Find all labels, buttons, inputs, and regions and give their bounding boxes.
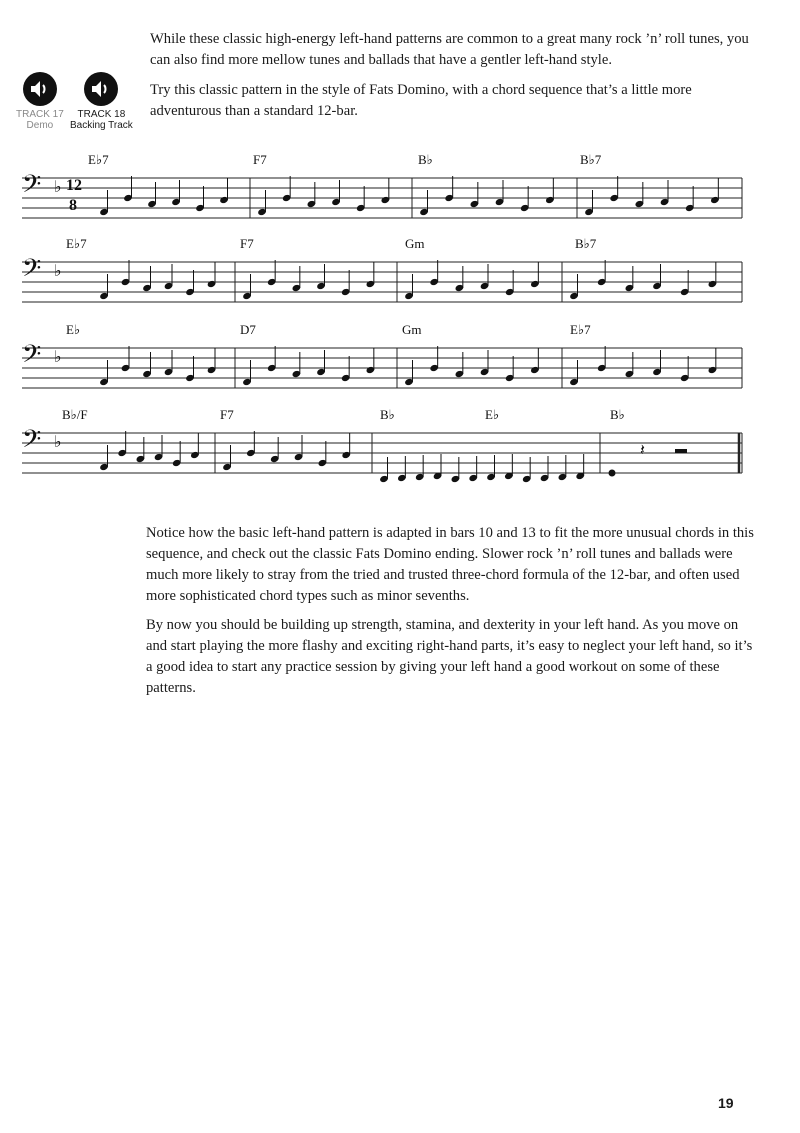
bass-clef-icon: 𝄢 xyxy=(22,170,42,205)
rest-icon: 𝄽 xyxy=(640,442,645,459)
time-signature-top: 12 xyxy=(66,177,82,194)
time-signature-bottom: 8 xyxy=(69,197,77,214)
chord-symbol: E♭7 xyxy=(570,322,591,337)
staff-system xyxy=(22,170,742,218)
flat-icon: ♭ xyxy=(54,263,62,280)
chord-symbol: B♭ xyxy=(610,407,625,422)
chord-symbol: E♭7 xyxy=(88,152,109,167)
try-paragraph: Try this classic pattern in the style of Fats Domino, with a chord sequence that’s a little more adventurous than a standard 12-bar. xyxy=(150,82,692,119)
track-18-title: TRACK 18 xyxy=(77,109,126,120)
chord-symbol: B♭ xyxy=(380,407,395,422)
chord-symbol: E♭ xyxy=(485,407,500,422)
speaker-icon xyxy=(23,72,57,106)
track-17-badge[interactable] xyxy=(16,72,64,131)
flat-icon: ♭ xyxy=(54,179,62,196)
chord-symbol: B♭7 xyxy=(580,152,602,167)
track-17-subtitle: Demo xyxy=(26,120,54,131)
note-head xyxy=(609,470,616,477)
chord-symbol: B♭/F xyxy=(62,407,88,422)
flat-icon: ♭ xyxy=(54,349,62,366)
chord-symbol: Gm xyxy=(405,236,425,251)
track-18-subtitle: Backing Track xyxy=(70,120,133,131)
bass-clef-icon: 𝄢 xyxy=(22,254,42,289)
chord-symbol: F7 xyxy=(220,407,234,422)
bass-clef-icon: 𝄢 xyxy=(22,425,42,460)
staff-system xyxy=(22,425,742,483)
chord-symbol: B♭7 xyxy=(575,236,597,251)
track-18-badge[interactable] xyxy=(70,72,133,131)
staff-system xyxy=(22,254,742,302)
staves xyxy=(22,170,742,483)
track-17-title: TRACK 17 xyxy=(16,109,64,120)
chord-symbol: Gm xyxy=(402,322,422,337)
chord-symbol: F7 xyxy=(253,152,267,167)
chord-symbol: E♭7 xyxy=(66,236,87,251)
chord-symbol: F7 xyxy=(240,236,254,251)
bass-clef-icon: 𝄢 xyxy=(22,340,42,375)
speaker-icon xyxy=(84,72,118,106)
notice-paragraph: Notice how the basic left-hand pattern is adapted in bars 10 and 13 to fit the more unusual chords in this sequence, and check out the classic Fats Domino ending. Slower rock ’n’ roll tunes and ballads were much more likely to stray from the tried and trusted three-chord formula of the 12-bar, and often used more sophisticated chord types such as minor sevenths. xyxy=(146,525,754,604)
page-number: 19 xyxy=(718,1095,734,1111)
intro-paragraph: While these classic high-energy left-hand patterns are common to a great many rock ’n’ roll tunes, you can also find more mellow tunes and ballads that have a gentler left-hand style. xyxy=(150,31,749,68)
half-rest xyxy=(675,449,687,453)
flat-icon: ♭ xyxy=(54,434,62,451)
staff-system xyxy=(22,340,742,388)
chord-symbol: D7 xyxy=(240,322,256,337)
chord-symbol: E♭ xyxy=(66,322,81,337)
practice-paragraph: By now you should be building up strength, stamina, and dexterity in your left hand. As you move on and start playing the more flashy and exciting right-hand parts, it’s easy to neglect your left hand, so it’s a good idea to start any practice session by giving your left hand a good workout on some of these patterns. xyxy=(146,617,753,696)
music-score xyxy=(0,140,800,510)
chord-symbol: B♭ xyxy=(418,152,433,167)
